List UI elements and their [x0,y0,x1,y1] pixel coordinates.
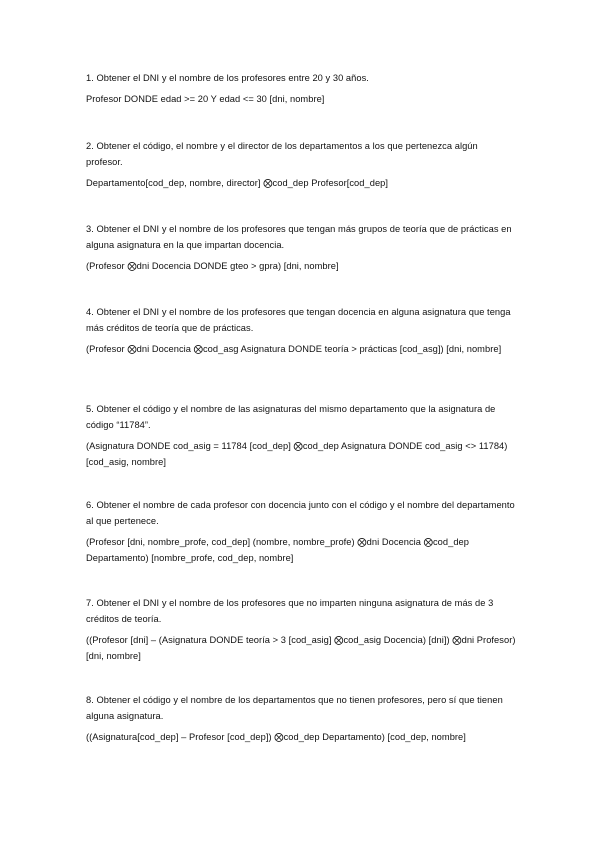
question-1: 1. Obtener el DNI y el nombre de los profesores entre 20 y 30 años. [86,73,369,83]
question-5: 5. Obtener el código y el nombre de las asignaturas del mismo departamento que la asignatura de código “11784”. [86,404,496,430]
exercise-2 [86,138,516,191]
exercise-6 [86,497,516,566]
question-4: 4. Obtener el DNI y el nombre de los profesores que tengan docencia en alguna asignatura que tenga más créditos de teoría que de prácticas. [86,307,511,333]
answer-2: Departamento[cod_dep, nombre, director] ⨂cod_dep Profesor[cod_dep] [86,178,389,188]
question-7: 7. Obtener el DNI y el nombre de los profesores que no imparten ninguna asignatura de más de 3 créditos de teoría. [86,598,494,624]
exercise-7 [86,595,516,664]
question-2: 2. Obtener el código, el nombre y el director de los departamentos a los que pertenezca algún profesor. [86,141,478,167]
question-3: 3. Obtener el DNI y el nombre de los profesores que tengan más grupos de teoría que de prácticas en alguna asignatura en la que impartan docencia. [86,224,512,250]
exercise-5 [86,401,516,470]
exercise-8 [86,692,516,745]
answer-5: (Asignatura DONDE cod_asig = 11784 [cod_dep] ⨂cod_dep Asignatura DONDE cod_asig <> 11784) [cod_asig, nombre] [86,441,508,467]
answer-6: (Profesor [dni, nombre_profe, cod_dep] (nombre, nombre_profe) ⨂dni Docencia ⨂cod_dep Departamento) [nombre_profe, cod_dep, nombre] [86,537,469,563]
answer-3: (Profesor ⨂dni Docencia DONDE gteo > gpra) [dni, nombre] [86,261,339,271]
exercise-3 [86,221,516,274]
exercise-4 [86,304,516,357]
exercise-1 [86,70,516,107]
question-6: 6. Obtener el nombre de cada profesor con docencia junto con el código y el nombre del departamento al que pertenece. [86,500,515,526]
answer-4: (Profesor ⨂dni Docencia ⨂cod_asg Asignatura DONDE teoría > prácticas [cod_asg]) [dni, nombre] [86,344,502,354]
answer-8: ((Asignatura[cod_dep] – Profesor [cod_dep]) ⨂cod_dep Departamento) [cod_dep, nombre] [86,732,466,742]
answer-7: ((Profesor [dni] – (Asignatura DONDE teoría > 3 [cod_asig] ⨂cod_asig Docencia) [dni]) ⨂dni Profesor) [dni, nombre] [86,635,516,661]
question-8: 8. Obtener el código y el nombre de los departamentos que no tienen profesores, pero sí que tienen alguna asignatura. [86,695,503,721]
answer-1: Profesor DONDE edad >= 20 Y edad <= 30 [dni, nombre] [86,94,325,104]
